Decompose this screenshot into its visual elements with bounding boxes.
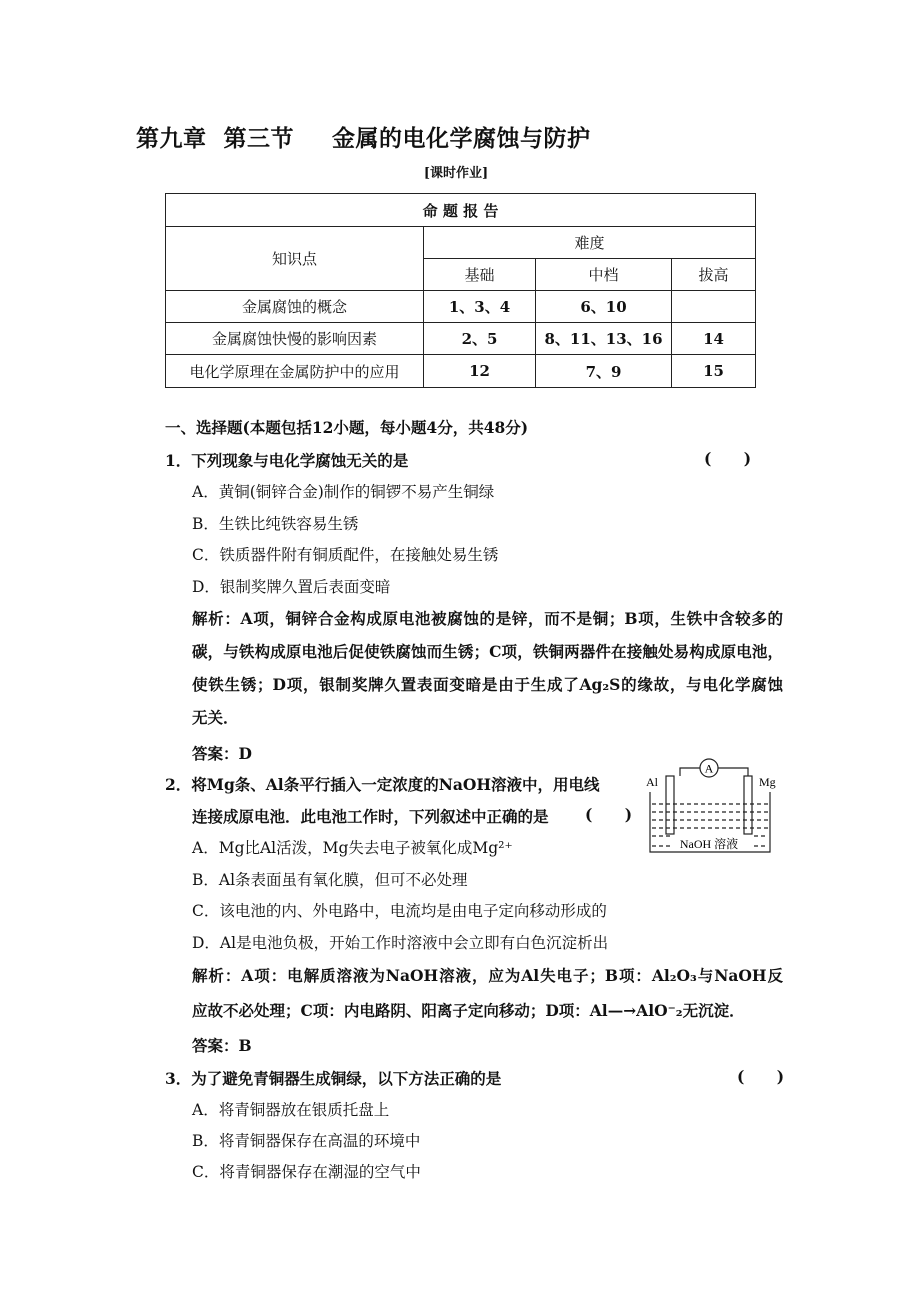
q2-option-d: D．Al是电池负极，开始工作时溶液中会立即有白色沉淀析出	[192, 934, 609, 952]
row-topic: 金属腐蚀快慢的影响因素	[166, 323, 424, 355]
q1-analysis-line: 使铁生锈；D项，银制奖牌久置表面变暗是由于生成了Ag₂S的缘故，与电化学腐蚀	[192, 675, 783, 694]
lesson-title: 金属的电化学腐蚀与防护	[332, 125, 591, 152]
q1-option-a: A．黄铜(铜锌合金)制作的铜锣不易产生铜绿	[192, 483, 495, 501]
q1-option-b: B．生铁比纯铁容易生锈	[192, 515, 359, 533]
q2-option-b: B．Al条表面虽有氧化膜，但可不必处理	[192, 871, 468, 889]
section-heading: 一、选择题(本题包括12小题，每小题4分，共48分)	[165, 418, 529, 437]
q3-option-a: A．将青铜器放在银质托盘上	[192, 1101, 390, 1119]
level-high: 拔高	[672, 259, 756, 291]
q1-analysis-line: 无关．	[192, 708, 239, 727]
table-row	[166, 291, 756, 323]
row-medium: 6、10	[536, 291, 672, 323]
row-basic: 1、3、4	[424, 291, 536, 323]
q2-stem-line: 连接成原电池．此电池工作时，下列叙述中正确的是	[192, 807, 549, 826]
difficulty-header: 难度	[424, 227, 756, 259]
galvanic-cell-diagram	[642, 756, 782, 860]
q2-answer-paren: ( )	[585, 805, 633, 824]
q2-option-a: A．Mg比Al活泼，Mg失去电子被氧化成Mg²⁺	[192, 839, 513, 857]
q3-option-c: C．将青铜器保存在潮湿的空气中	[192, 1163, 421, 1181]
q2-option-c: C．该电池的内、外电路中，电流均是由电子定向移动形成的	[192, 902, 607, 920]
q1-analysis-line: 碳，与铁构成原电池后促使铁腐蚀而生锈；C项，铁铜两器件在接触处易构成原电池，	[192, 642, 783, 661]
q2-stem-line: 2．将Mg条、Al条平行插入一定浓度的NaOH溶液中，用电线	[165, 775, 600, 794]
row-basic: 12	[424, 355, 536, 388]
q1-option-c: C．铁质器件附有铜质配件，在接触处易生锈	[192, 546, 499, 564]
q1-option-d: D．银制奖牌久置后表面变暗	[192, 578, 391, 596]
al-electrode-label: Al	[646, 775, 658, 789]
row-medium: 8、11、13、16	[536, 323, 672, 355]
row-high: 15	[672, 355, 756, 388]
table-row	[166, 355, 756, 388]
mg-electrode-label: Mg	[759, 775, 776, 789]
q3-answer-paren: ( )	[737, 1067, 785, 1086]
level-medium: 中档	[536, 259, 672, 291]
q1-stem: 1．下列现象与电化学腐蚀无关的是	[165, 451, 409, 470]
q3-option-b: B．将青铜器保存在高温的环境中	[192, 1132, 421, 1150]
q2-analysis-line: 应故不必处理；C项：内电路阴、阳离子定向移动；D项：Al—→AlO⁻₂无沉淀．	[192, 1001, 745, 1020]
row-medium: 7、9	[536, 355, 672, 388]
homework-subtitle: [课时作业]	[423, 166, 489, 181]
row-topic: 电化学原理在金属防护中的应用	[166, 355, 424, 388]
table-row	[166, 323, 756, 355]
row-high	[672, 291, 756, 323]
chapter-label: 第九章 第三节	[136, 125, 295, 152]
q1-answer: 答案：D	[192, 744, 252, 763]
table-header: 命 题 报 告	[166, 194, 756, 227]
row-topic: 金属腐蚀的概念	[166, 291, 424, 323]
q3-stem: 3．为了避免青铜器生成铜绿，以下方法正确的是	[165, 1069, 502, 1088]
solution-label: NaOH 溶液	[679, 837, 739, 851]
q2-answer: 答案：B	[192, 1036, 252, 1055]
row-high: 14	[672, 323, 756, 355]
page-title	[136, 120, 591, 153]
q1-answer-paren: ( )	[704, 449, 752, 468]
knowledge-header: 知识点	[166, 227, 424, 291]
report-table	[165, 193, 756, 388]
q2-analysis-line: 解析：A项：电解质溶液为NaOH溶液，应为Al失电子；B项：Al₂O₃与NaOH反	[192, 966, 783, 985]
q1-analysis-line: 解析：A项，铜锌合金构成原电池被腐蚀的是锌，而不是铜；B项，生铁中含较多的	[192, 609, 783, 628]
level-basic: 基础	[424, 259, 536, 291]
row-basic: 2、5	[424, 323, 536, 355]
ammeter-label: A	[704, 761, 714, 776]
